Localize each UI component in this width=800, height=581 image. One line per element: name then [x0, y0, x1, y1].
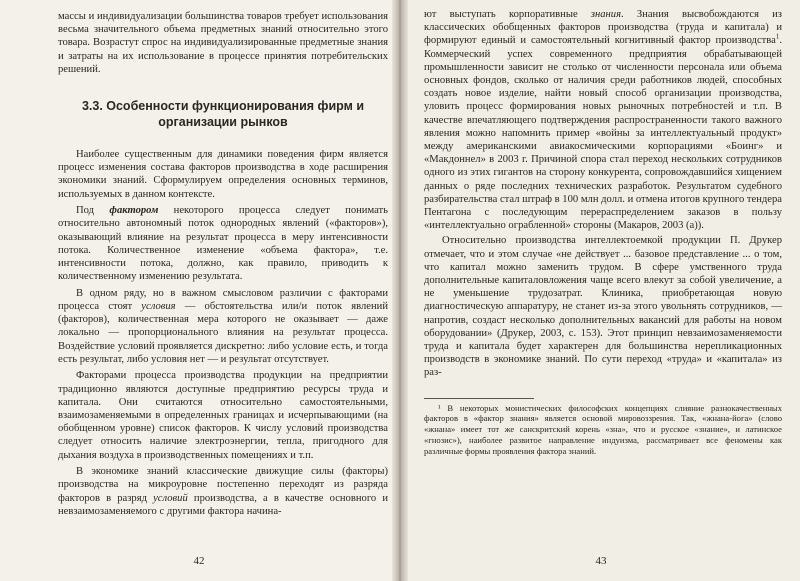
paragraph-5-rest: производства, а в качестве основного и невзаимозаменяемого с другими фактора начина-: [58, 492, 389, 517]
paragraph-2-rest: некоторого процесса следует понимать относительно автономный поток однородных явлений («факторов»), оказывающий влияние на результат процесса в меру интенсивности потока. Количественное изменение «объема фактора», т.е. интенсивности потока, должно, как правило, приводить к количественному изменению результата.: [58, 205, 388, 283]
section-heading: 3.3. Особенности функционирования фирм и организации рынков: [81, 99, 365, 130]
book-gutter: [392, 0, 408, 581]
left-page-text: [58, 10, 388, 518]
footnote-marker[interactable]: 1: [775, 32, 780, 41]
footnotes: [424, 398, 782, 457]
paragraph-4: Факторами процесса производства продукции на предприятии традиционно являются доступные предприятию ресурсы труда и капитала. Они считаются относительно самостоятельными, взаимозаменяемыми в определенных границах и исчерпывающими (на обобщенном уровне) список факторов. К числу условий производства следует относить наличие электроэнергии, тепла, пригодного для дыхания воздуха в производственных помещениях и т.п.: [58, 370, 388, 461]
term-conditions: условия: [141, 301, 176, 313]
left-page: [0, 0, 398, 581]
paragraph-a-rest: . Знания высвобождаются из классических обобщенных факторов производства (труда и капитала) и формируют единый и самостоятельный когнитивный фактор производства: [424, 9, 782, 47]
term-conditions-2: условий: [153, 492, 188, 504]
paragraph-a-tail: . Коммерческий успех современного предприятия обрабатывающей промышленности зависит не столько от численности персонала или объема основных фондов, сколько от наличия среди работников людей, способных создать новое изделие, найти новый способ организации производства, уловить процесс формирования новых рыночных потребностей и т.п. В качестве впечатляющего подтверждения распространенности такого важного явления можно напомнить пример «войны за интеллектуальный продукт» между американскими авиакосмическими корпорациями «Боинг» и «Макдоннел» в 2003 г. Причиной спора стал переход нескольких сотрудников одного из этих гигантов на сторону конкурента, сопровождавшийся хищением данных о ряде последних технических разработок. Результатом судебного разбирательства стал штраф в 100 млн долл. и отмена итогов крупного тендера Пентагона с последующим перераспределением заказов в пользу «интеллектуально ограбленной» стороны (Макаров, 2003 (a)).: [424, 35, 782, 232]
right-page: [402, 0, 800, 581]
right-page-text: [424, 8, 782, 380]
paragraph-2-lead: Под: [76, 205, 110, 217]
paragraph-2: [58, 204, 388, 283]
paragraph-5: [58, 465, 388, 518]
term-factor: фактором: [109, 205, 159, 217]
paragraph-a: [424, 8, 782, 232]
footnote-rule: [424, 398, 534, 399]
intro-paragraph: массы и индивидуализации большинства товаров требует использования весьма значительного объема предметных знаний относительно этого товара. Возрастут спрос на индивидуализированные предметные знания и затраты на их использование в процессе принятия потребительских решений.: [58, 11, 388, 75]
paragraph-5-lead: В экономике знаний классические движущие силы (факторы) производства на микроуровне постепенно переходят из разряда факторов в разряд: [58, 466, 388, 504]
paragraph-1: Наиболее существенным для динамики поведения фирм является процесс изменения состава факторов производства в ходе расширения экономики знаний. Сформулируем определения основных терминов, используемых в данном контексте.: [58, 149, 388, 200]
paragraph-b: Относительно производства интеллектоемкой продукции П. Друкер отмечает, что и этом случае «не действует ... базовое представление ... о том, что капитал можно заменить трудом. В сфере умственного труда дополнительные капиталовложения чаще всего влекут за собой увеличение, а не уменьшение трудозатрат. Клиника, приобретающая новую диагностическую аппаратуру, не станет из-за этого увольнять сотрудников, — напротив, создаст несколько дополнительных вакансий для работы на новом оборудовании» (Друкер, 2003, с. 153). Этот принцип невзаимозаменяемости труда и капитала будет характерен для большинства нерепликационных производств в экономике знаний. По сути переход «труда» и «капитала» из раз-: [424, 235, 782, 379]
left-page-number: 42: [193, 555, 205, 567]
paragraph-a-lead: ют выступать корпоративные: [424, 9, 591, 20]
footnote-1: ¹ В некоторых монистических философских концепциях слияние разнокачественных факторов в «фактор знания» является основой мировоззрения. Так, «жнана-йога» (слово «жнана» имеет тот же санскритский корень «зна», что и русское «знание», и латинское «гнозис»), наиболее развитое направление индуизма, рассматривает все феномены как различные формы проявления фактора знаний.: [424, 402, 782, 456]
paragraph-3-rest: — обстоятельства или/и поток явлений (факторов), количественная мера которого не оказывает — даже локально — пропорционального влияния на результат процесса. Воздействие условий проявляется дискретно: либо условие есть, и тогда есть результат, либо условия нет — и результат отсутствует.: [58, 301, 388, 365]
term-knowledge: знания: [590, 9, 622, 20]
paragraph-3-lead: В одном ряду, но в важном смысловом различии с факторами процесса стоят: [58, 287, 388, 313]
right-page-number: 43: [595, 555, 607, 567]
paragraph-3: [58, 287, 388, 366]
